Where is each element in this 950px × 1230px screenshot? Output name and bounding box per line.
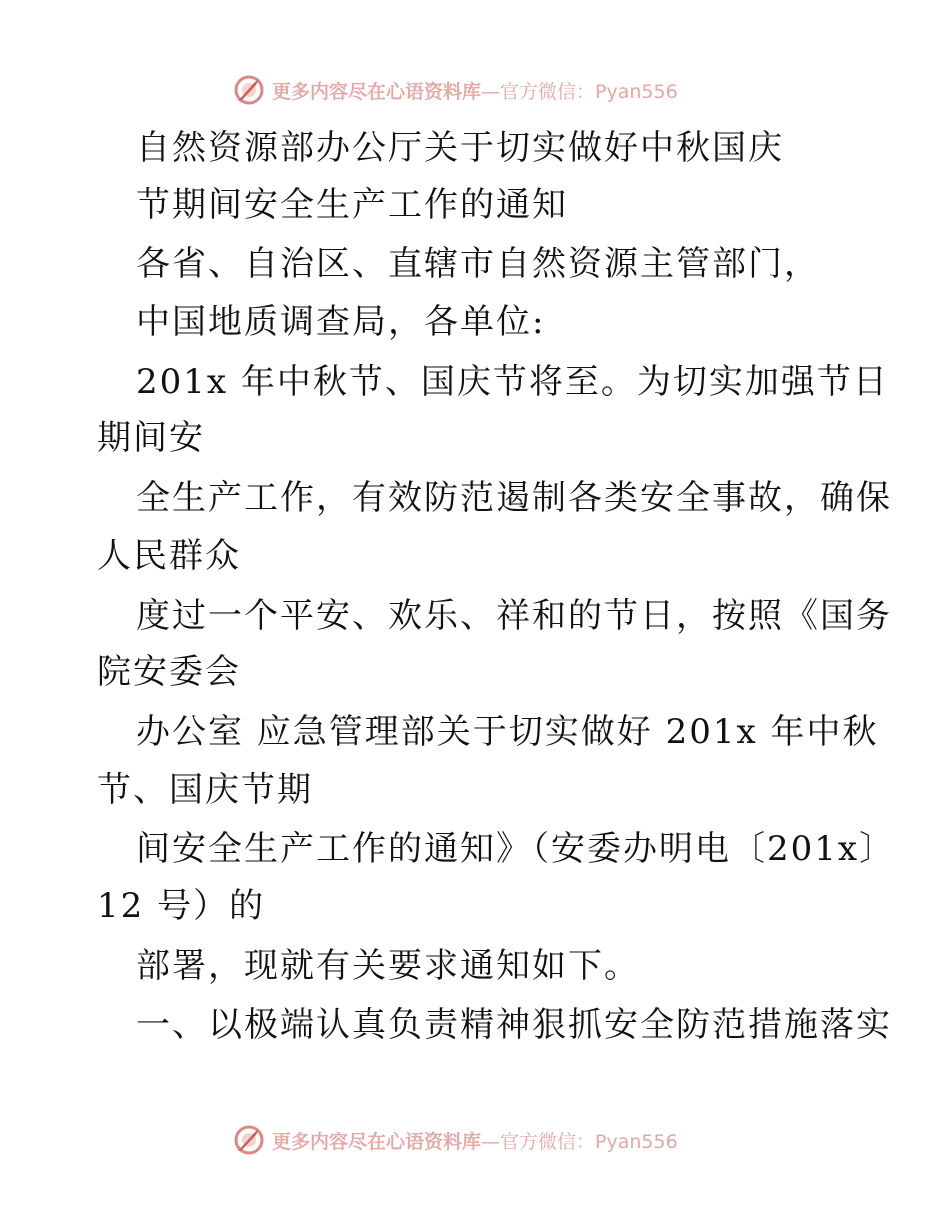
doc-addressee-line-2: 中国地质调查局，各单位: bbox=[136, 302, 546, 342]
doc-title-line-1: 自然资源部办公厅关于切实做好中秋国庆 bbox=[136, 128, 784, 168]
doc-paragraph-line: 节、国庆节期 bbox=[97, 770, 313, 810]
doc-paragraph-line: 院安委会 bbox=[97, 652, 241, 692]
watermark-title: 更多内容尽在心语资料库 bbox=[272, 80, 482, 103]
watermark-wechat: —官方微信：Pyan556 bbox=[481, 80, 678, 103]
watermark-wechat: —官方微信：Pyan556 bbox=[481, 1130, 678, 1153]
doc-paragraph-line: 期间安 bbox=[97, 418, 205, 458]
doc-paragraph-line: 间安全生产工作的通知》（安委办明电〔201x〕 bbox=[136, 829, 896, 869]
doc-paragraph-line: 201x 年中秋节、国庆节将至。为切实加强节日 bbox=[136, 362, 889, 402]
doc-paragraph-line: 部署，现就有关要求通知如下。 bbox=[136, 946, 640, 986]
doc-paragraph-line: 办公室 应急管理部关于切实做好 201x 年中秋 bbox=[136, 712, 879, 752]
doc-paragraph-line: 12 号）的 bbox=[97, 886, 266, 926]
doc-paragraph-line: 度过一个平安、欢乐、祥和的节日，按照《国务 bbox=[136, 596, 892, 636]
watermark-title: 更多内容尽在心语资料库 bbox=[272, 1130, 482, 1153]
doc-title-line-2: 节期间安全生产工作的通知 bbox=[136, 185, 568, 225]
doc-addressee-line-1: 各省、自治区、直辖市自然资源主管部门， bbox=[136, 244, 820, 284]
footer-watermark bbox=[232, 1122, 678, 1158]
quill-logo-icon bbox=[232, 1123, 266, 1157]
doc-section-heading: 一、以极端认真负责精神狠抓安全防范措施落实 bbox=[136, 1005, 892, 1045]
doc-paragraph-line: 全生产工作，有效防范遏制各类安全事故，确保 bbox=[136, 478, 892, 518]
doc-paragraph-line: 人民群众 bbox=[97, 536, 241, 576]
